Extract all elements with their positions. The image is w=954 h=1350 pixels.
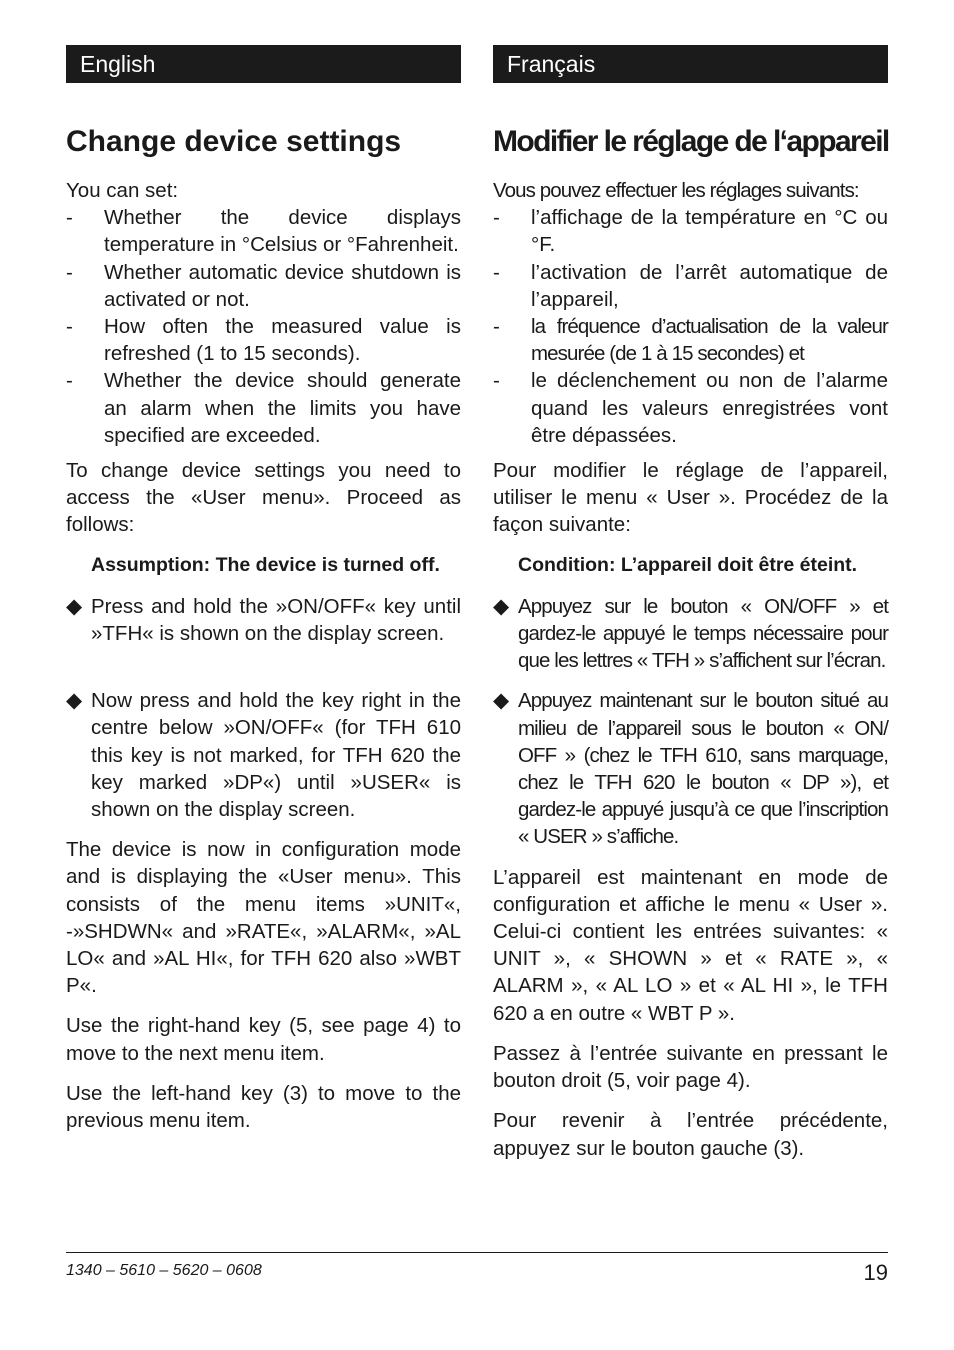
step-1: ◆ Appuyez sur le bouton « ON/OFF » et gardez-le appuyé le temps nécessaire pour que les lettres « TFH » s’affichent sur l’écran. bbox=[493, 594, 888, 673]
english-column bbox=[66, 45, 461, 1134]
diamond-bullet-icon: ◆ bbox=[66, 594, 83, 618]
dash-icon: - bbox=[66, 315, 73, 339]
footer-divider bbox=[66, 1252, 888, 1253]
step-2: ◆ Appuyez maintenant sur le bouton situé au milieu de l’appareil sous le bouton « ON/ OFF » (chez le TFH 610, sans marquage, chez le TFH 620 le bouton « DP »), et gardez-le appuyé jusqu’à ce que l’inscription « USER » s’affiche. bbox=[493, 689, 888, 849]
diamond-bullet-icon: ◆ bbox=[493, 594, 509, 618]
step-2: ◆ Now press and hold the key right in the centre below »ON/OFF« (for TFH 610 this key is not marked, for TFH 620 the key marked »DP«) until »USER« is shown on the display screen. bbox=[66, 689, 461, 822]
previous-item-paragraph: Pour revenir à l’entrée précédente, appuyez sur le bouton gauche (3). bbox=[493, 1109, 888, 1160]
list-item: - Whether the device displays temperature in °Celsius or °Fahrenheit. bbox=[66, 206, 461, 257]
french-column bbox=[493, 45, 888, 1162]
language-header-english: English bbox=[66, 45, 461, 83]
list-item: - How often the measured value is refreshed (1 to 15 seconds). bbox=[66, 315, 461, 366]
access-paragraph: Pour modifier le réglage de l’appareil, utiliser le menu « User ». Procédez de la façon suivante: bbox=[493, 459, 888, 537]
document-code: 1340 – 5610 – 5620 – 0608 bbox=[66, 1262, 262, 1279]
access-paragraph: To change device settings you need to access the «User menu». Proceed as follows: bbox=[66, 459, 461, 537]
list-item: - le déclenchement ou non de l’alarme quand les valeurs enregistrées vont être dépassées. bbox=[493, 369, 888, 447]
step-1: ◆ Press and hold the »ON/OFF« key until »TFH« is shown on the display screen. bbox=[66, 594, 461, 646]
dash-icon: - bbox=[66, 260, 73, 284]
previous-item-paragraph: Use the left-hand key (3) to move to the previous menu item. bbox=[66, 1081, 461, 1133]
language-header-french: Français bbox=[493, 45, 888, 83]
settings-list bbox=[493, 204, 888, 449]
dash-icon: - bbox=[493, 260, 500, 284]
list-item: - Whether automatic device shutdown is activated or not. bbox=[66, 260, 461, 311]
diamond-bullet-icon: ◆ bbox=[66, 689, 83, 713]
section-title-french: Modifier le réglage de l‘appareil bbox=[493, 125, 889, 158]
dash-icon: - bbox=[66, 369, 73, 393]
list-item: - l’affichage de la température en °C ou °F. bbox=[493, 206, 888, 257]
dash-icon: - bbox=[493, 369, 500, 393]
next-item-paragraph: Passez à l’entrée suivante en pressant le bouton droit (5, voir page 4). bbox=[493, 1041, 888, 1093]
settings-list bbox=[66, 204, 461, 449]
section-title-english: Change device settings bbox=[66, 125, 402, 158]
config-paragraph: The device is now in configuration mode and is displaying the «User menu». This consists of the menu items »UNIT«, -»SHDWN« and »RATE«, »ALARM«, »AL LO« and »AL HI«, for TFH 620 also »WBT P«. bbox=[66, 838, 461, 998]
intro-text: You can set: bbox=[66, 179, 179, 202]
list-item: - Whether the device should generate an alarm when the limits you have specified are exceeded. bbox=[66, 369, 461, 447]
next-item-paragraph: Use the right-hand key (5, see page 4) to move to the next menu item. bbox=[66, 1014, 461, 1065]
dash-icon: - bbox=[493, 315, 499, 339]
list-item: - la fréquence d’actualisation de la valeur mesurée (de 1 à 15 secondes) et bbox=[493, 315, 888, 366]
intro-text: Vous pouvez effectuer les réglages suivants: bbox=[493, 179, 859, 202]
config-paragraph: L’appareil est maintenant en mode de configuration et affiche le menu « User ». Celui-ci contient les entrées suivantes: « UNIT », « SHOWN » et « RATE », « ALARM », « AL LO » et « AL HI », le TFH 620 a en outre « WBT P ». bbox=[493, 865, 888, 1025]
page-number: 19 bbox=[863, 1260, 888, 1285]
list-item: - l’activation de l’arrêt automatique de l’appareil, bbox=[493, 260, 888, 311]
diamond-bullet-icon: ◆ bbox=[493, 689, 509, 713]
dash-icon: - bbox=[66, 206, 73, 230]
condition-note: Assumption: The device is turned off. bbox=[91, 553, 440, 576]
condition-note: Condition: L’appareil doit être éteint. bbox=[518, 553, 858, 576]
dash-icon: - bbox=[493, 206, 500, 230]
